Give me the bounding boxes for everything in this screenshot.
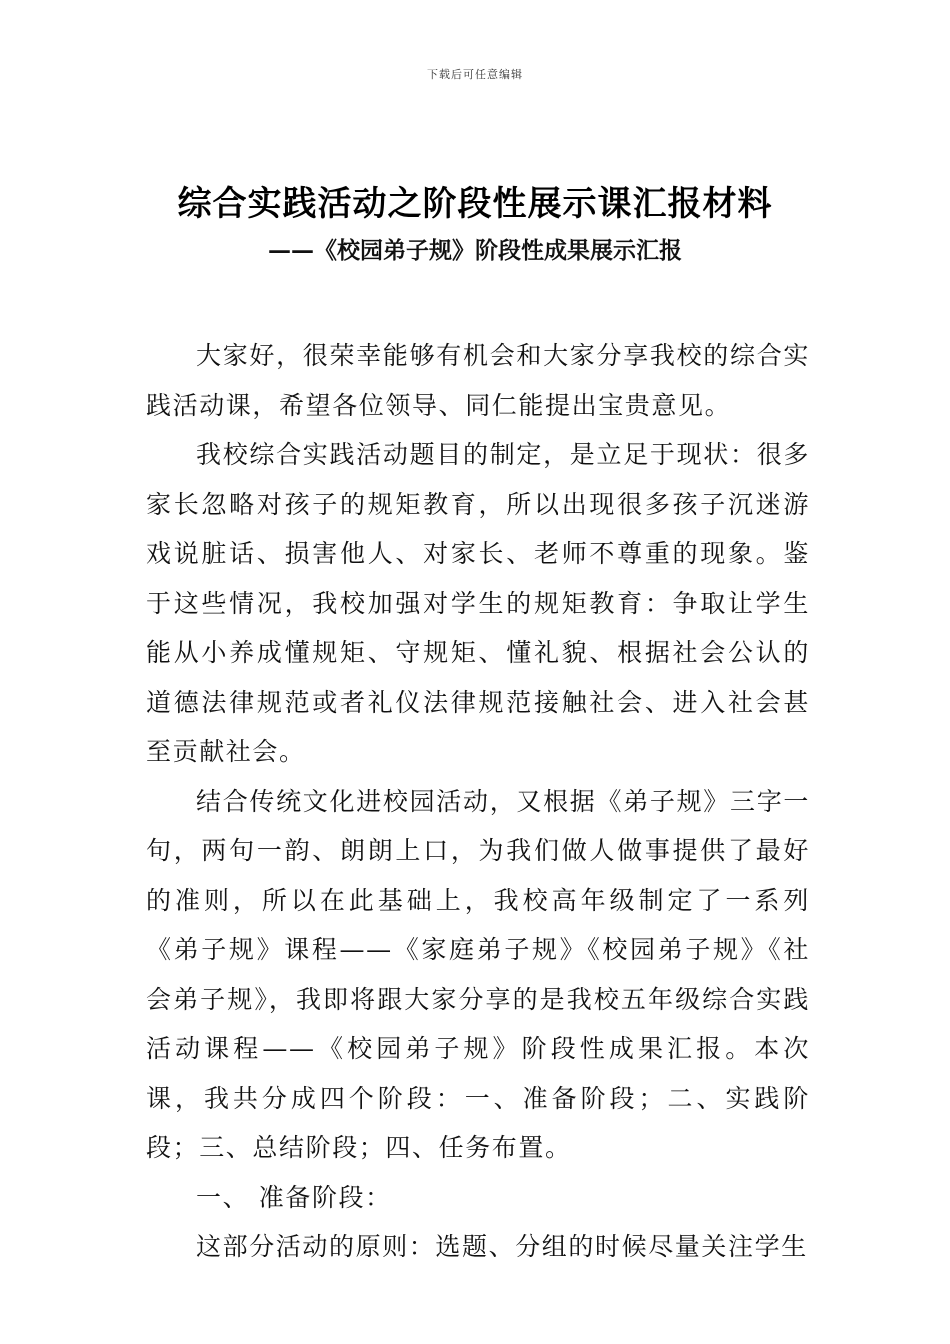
header-note: 下载后可任意编辑 <box>427 68 523 81</box>
paragraph-greeting: 大家好，很荣幸能够有机会和大家分享我校的综合实践活动课，希望各位领导、同仁能提出宝贵意见。 <box>146 341 810 420</box>
paragraph-course-overview: 结合传统文化进校园活动，又根据《弟子规》三字一句，两句一韵、朗朗上口，为我们做人做事提供了最好的准则，所以在此基础上，我校高年级制定了一系列《弟子规》课程——《家庭弟子规》《校园弟子规》《社会弟子规》，我即将跟大家分享的是我校五年级综合实践活动课程——《校园弟子规》阶段性成果汇报。本次课，我共分成四个阶段：一、准备阶段；二、实践阶段；三、总结阶段；四、任务布置。 <box>146 786 810 1162</box>
section-heading-preparation: 一、 准备阶段： <box>196 1182 392 1212</box>
document-body <box>146 331 810 1272</box>
document-subtitle: ——《校园弟子规》阶段性成果展示汇报 <box>268 237 682 264</box>
document-title: 综合实践活动之阶段性展示课汇报材料 <box>177 184 773 224</box>
paragraph-preparation-principle: 这部分活动的原则：选题、分组的时候尽量关注学生 <box>196 1232 808 1261</box>
paragraph-background: 我校综合实践活动题目的制定，是立足于现状：很多家长忽略对孩子的规矩教育，所以出现很多孩子沉迷游戏说脏话、损害他人、对家长、老师不尊重的现象。鉴于这些情况，我校加强对学生的规矩教育：争取让学生能从小养成懂规矩、守规矩、懂礼貌、根据社会公认的道德法律规范或者礼仪法律规范接触社会、进入社会甚至贡献社会。 <box>146 440 810 766</box>
